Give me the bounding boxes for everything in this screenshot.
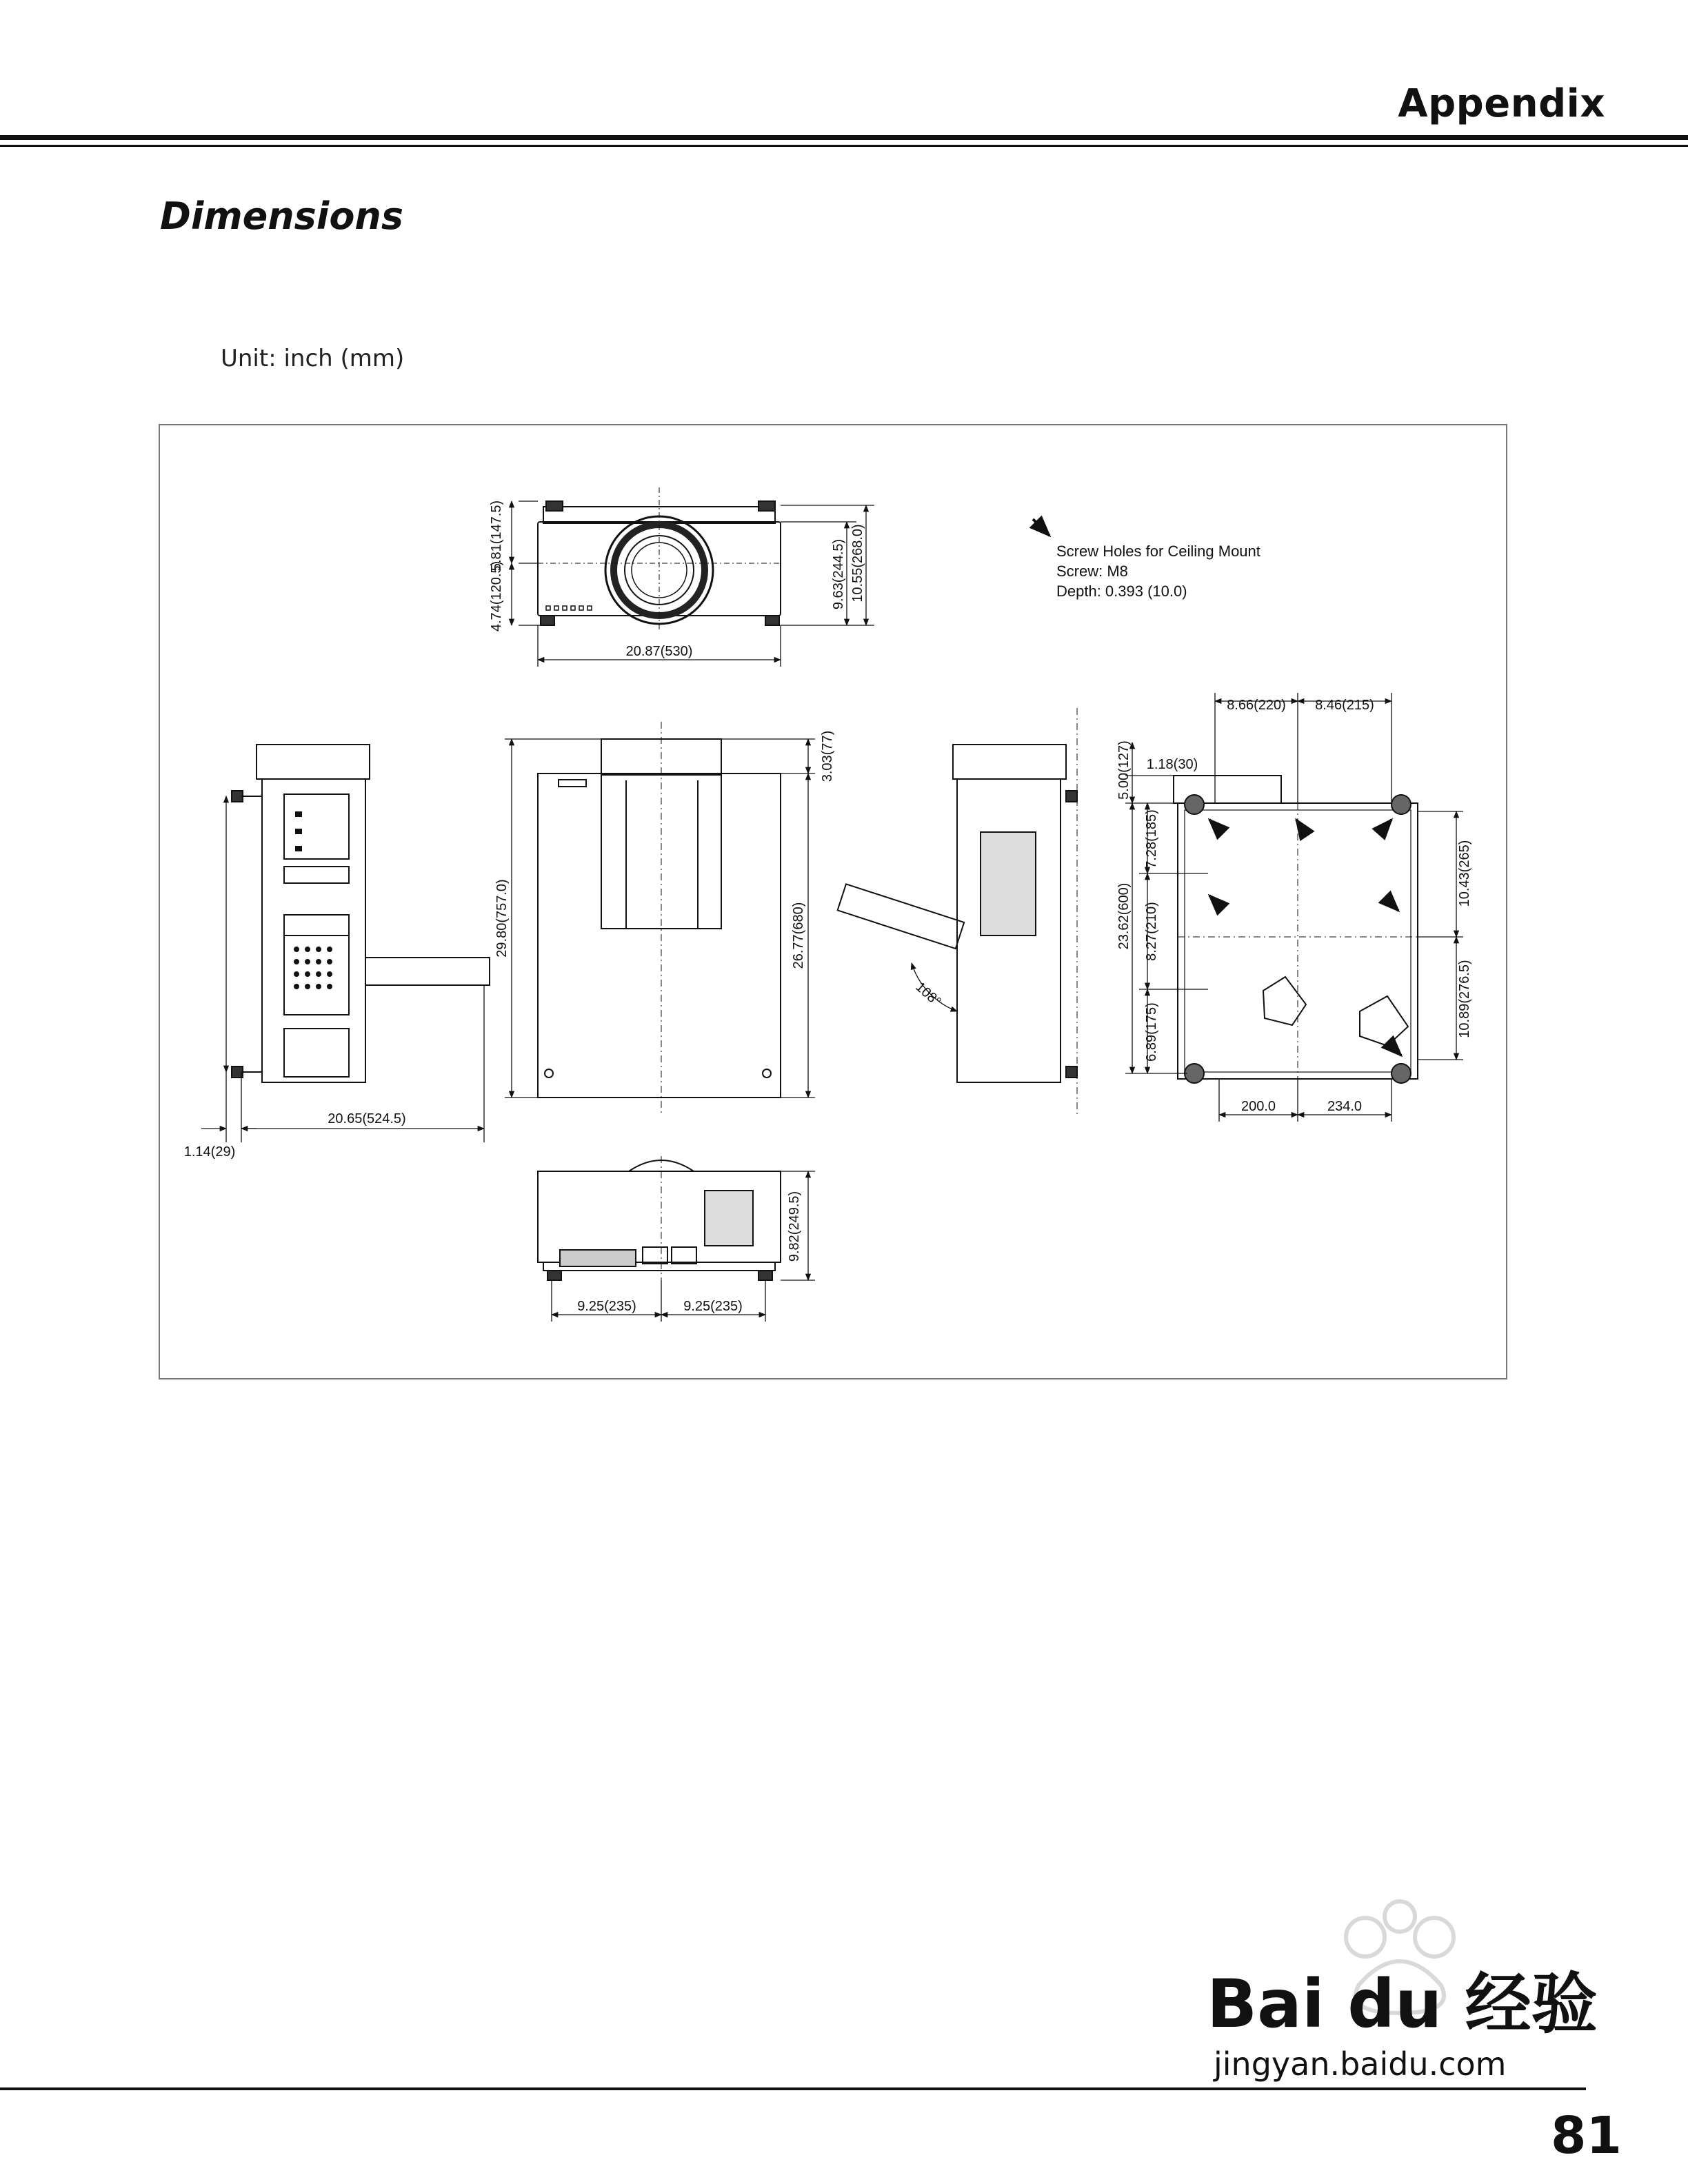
dim-bottom-offset: 1.18(30) <box>1146 757 1198 772</box>
footer-rule <box>0 2087 1586 2090</box>
section-title: Dimensions <box>160 194 404 238</box>
dim-bottom-x1: 200.0 <box>1240 1099 1276 1114</box>
dim-front-height-b: 10.55(268.0) <box>850 524 865 603</box>
dim-bottom-h1: 7.28(185) <box>1144 809 1159 869</box>
unit-note: Unit: inch (mm) <box>221 345 405 372</box>
legend-line-2: Screw: M8 <box>1056 563 1128 580</box>
watermark-brand: Bai du 经验 <box>1207 1965 1598 2043</box>
dim-rear-w2: 9.25(235) <box>683 1299 743 1314</box>
dim-front-height-a: 9.63(244.5) <box>831 538 846 610</box>
dim-bottom-r2: 10.89(276.5) <box>1457 960 1472 1038</box>
dim-bottom-h-top: 5.00(127) <box>1116 740 1132 800</box>
right-side-view <box>838 708 1077 1115</box>
top-view <box>538 722 781 1115</box>
dim-rear-height: 9.82(249.5) <box>787 1191 802 1262</box>
header-rule-thin <box>0 145 1688 147</box>
dim-bottom-r1: 10.43(265) <box>1457 840 1472 907</box>
dim-top-lens-depth: 3.03(77) <box>820 730 835 782</box>
dim-front-bottom-height: 4.74(120.5) <box>489 560 504 632</box>
dim-bottom-h3: 6.89(175) <box>1144 1002 1159 1062</box>
legend-line-1: Screw Holes for Ceiling Mount <box>1056 543 1260 560</box>
dim-side-foot: 1.14(29) <box>183 1144 236 1160</box>
page-number: 81 <box>1551 2106 1622 2165</box>
dim-side-angle: 108° <box>912 979 944 1010</box>
dim-rear-w1: 9.25(235) <box>577 1299 636 1314</box>
dim-bottom-w1: 8.66(220) <box>1227 698 1286 713</box>
dim-bottom-h2: 8.27(210) <box>1144 902 1159 961</box>
arrow-down-right-icon <box>1033 519 1049 536</box>
header-rule <box>0 135 1688 140</box>
rear-view <box>538 1156 781 1308</box>
watermark-url: jingyan.baidu.com <box>1214 2045 1507 2083</box>
baidu-watermark <box>1193 1889 1607 2089</box>
dim-front-width: 20.87(530) <box>625 644 693 659</box>
page-header-title: Appendix <box>1398 81 1605 126</box>
dim-top-total-depth: 29.80(757.0) <box>494 879 510 958</box>
front-view <box>538 487 781 632</box>
dim-top-body-depth: 26.77(680) <box>791 902 806 969</box>
bottom-view <box>1174 776 1418 1083</box>
dim-bottom-x2: 234.0 <box>1327 1099 1363 1114</box>
dimensions-figure <box>159 424 1507 1379</box>
dim-bottom-h-total: 23.62(600) <box>1116 882 1132 950</box>
dim-bottom-w2: 8.46(215) <box>1315 698 1374 713</box>
dimension-drawing <box>160 425 1509 1381</box>
dim-side-depth: 20.65(524.5) <box>328 1111 406 1126</box>
dim-front-top-height: 5.81(147.5) <box>489 500 504 572</box>
left-side-view <box>232 745 490 1082</box>
legend-line-3: Depth: 0.393 (10.0) <box>1056 583 1187 600</box>
